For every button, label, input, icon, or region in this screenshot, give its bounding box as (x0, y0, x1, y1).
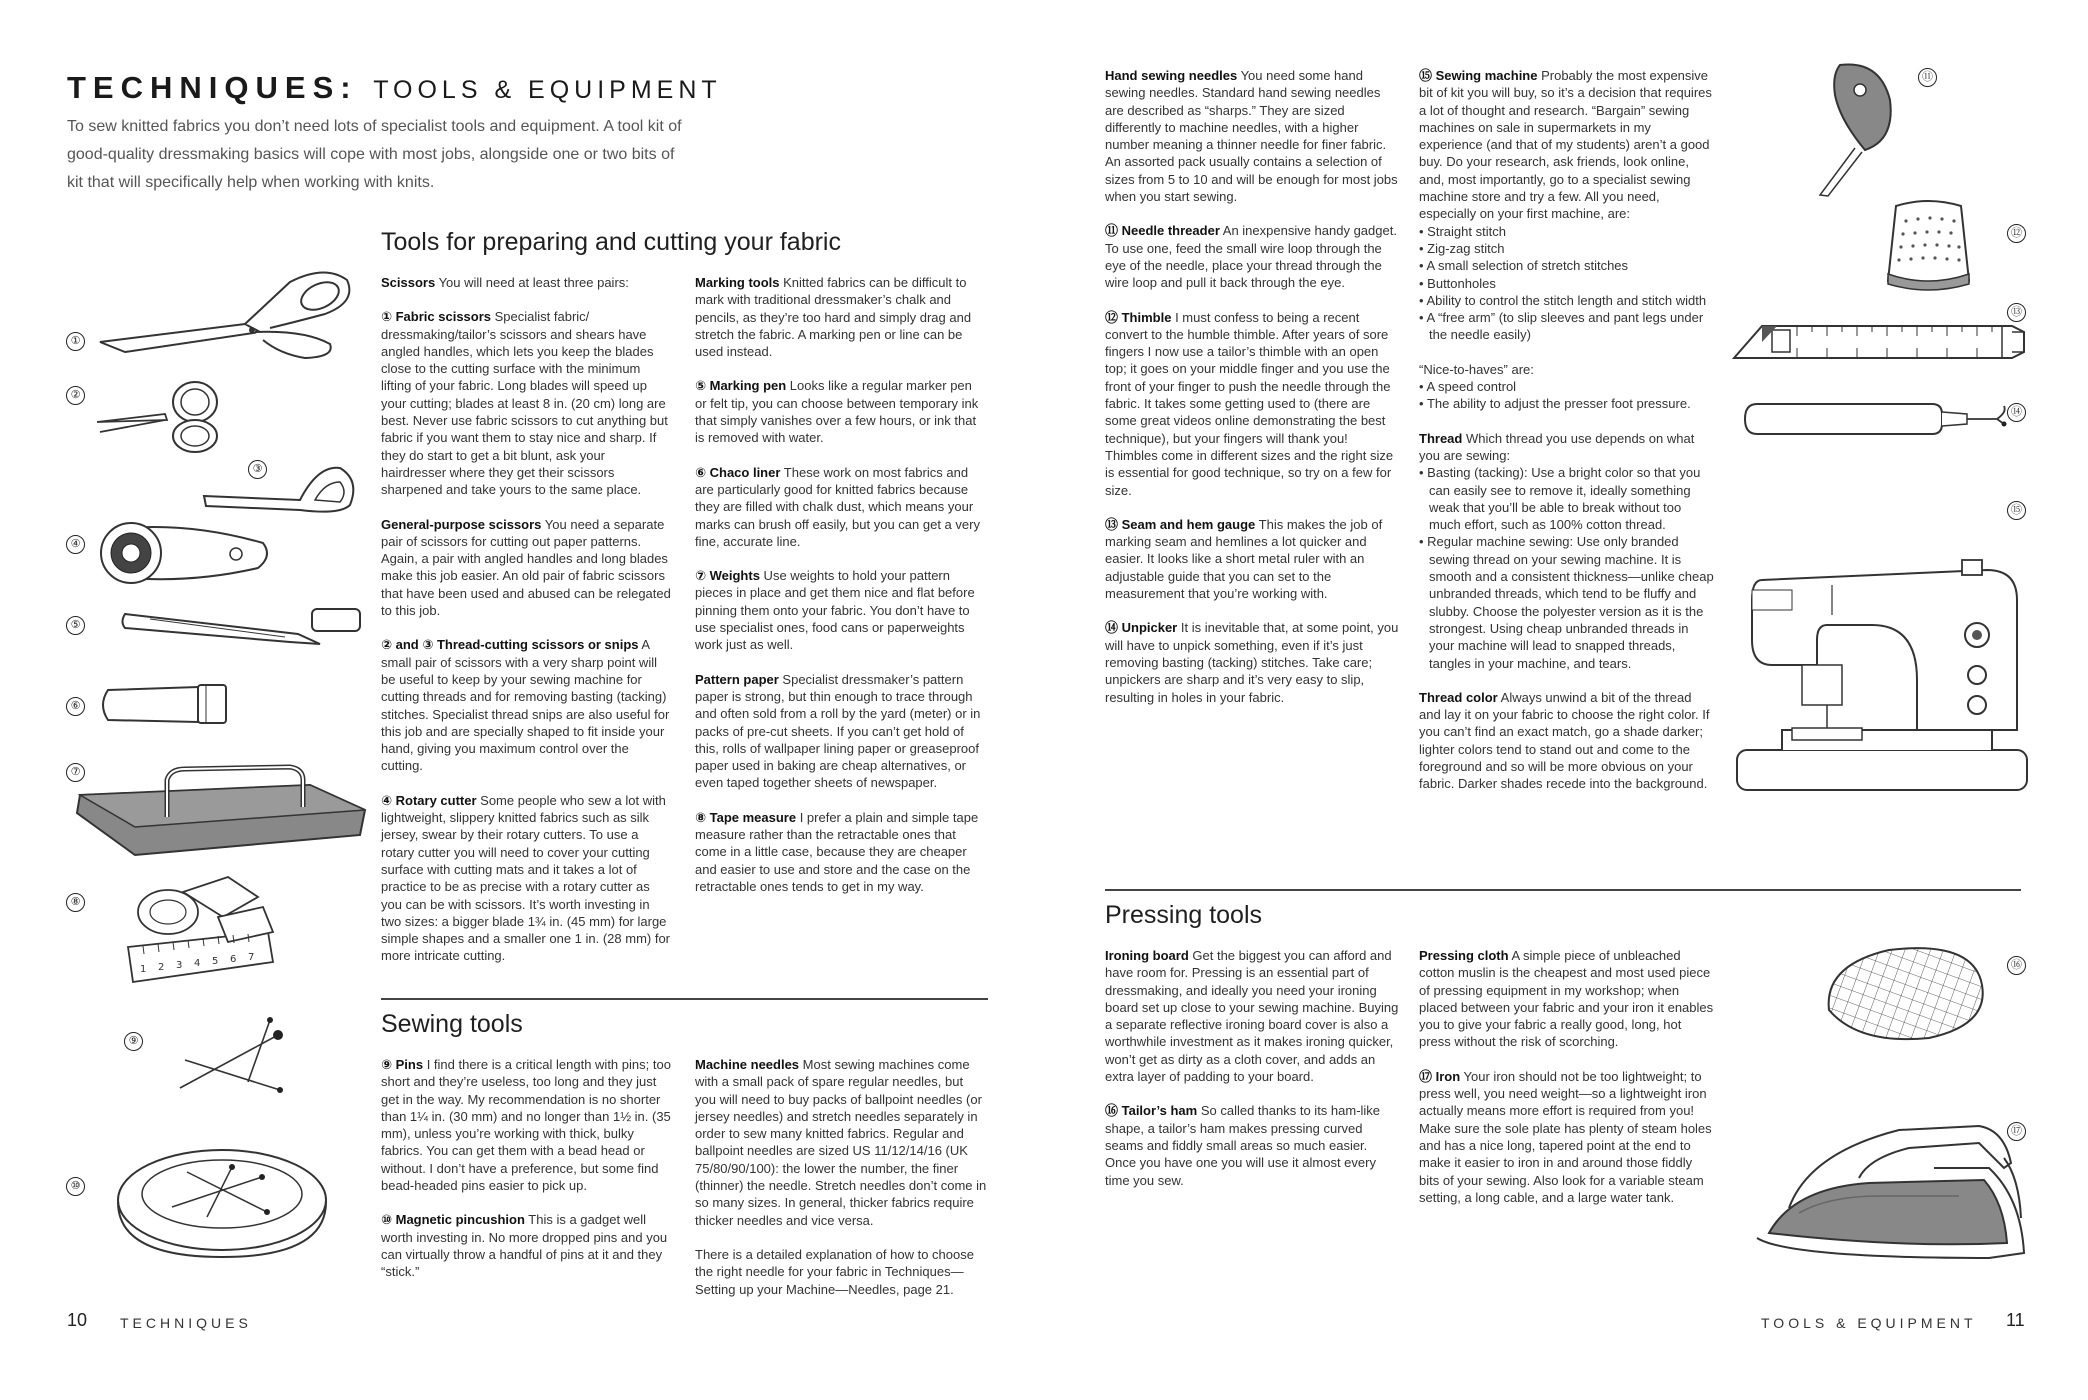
para-thread-snips: ② and ③ Thread-cutting scissors or snips A small pair of scissors with a very sharp point will be useful to keep by your sewing machine for cutting threads and for removing basting (tacking) stitches. Specialist thread snips are also useful for this job and are specially shaped to fit inside your hand, giving you maximum control over the cutting. (381, 637, 670, 774)
unpicker-icon (1742, 394, 2012, 444)
rotary-cutter-icon (98, 518, 273, 588)
illustration-number-4: ④ (66, 535, 85, 554)
illustration-number-16: ⑯ (2007, 956, 2026, 975)
para-needle-threader: ⑪ Needle threader An inexpensive handy gadget. To use one, feed the small wire loop through the eye of the needle, place your thread through the wire loop and pull it back through the eye. (1105, 223, 1397, 291)
fabric-scissors-icon (95, 262, 355, 362)
section-title-sewing: Sewing tools (381, 1010, 523, 1038)
para-sewing-machine: ⑮ Sewing machine Probably the most expensive bit of kit you will buy, so it’s a decision that requires a lot of thought and research. “Bargain” sewing machines on sale in supermarkets in my experience (and that of my students) aren’t a good buy. Do your research, ask friends, look online, and, most importantly, go to a specialist sewing machine store and try a few. All you need, especially on your first machine, are: (1419, 68, 1712, 222)
para-thread-color: Thread color Always unwind a bit of the thread and lay it on your fabric to choose the right color. If you can’t find an exact match, go a shade darker; lighter colors tend to stand out and come to the foreground and so will be more obvious on your fabric. Darker shades recede into the background. (1419, 689, 1710, 792)
para-pattern-paper: Pattern paper Specialist dressmaker’s pattern paper is strong, but thin enough to trace through and often sold from a roll by the yard (meter) or in packs of pre-cut sheets. If you can’t get hold of this, rolls of wallpaper lining paper or greaseproof paper used in baking are cheap alternatives, or even taped together sheets of newspaper. (695, 671, 981, 791)
illustration-number-9: ⑨ (124, 1032, 143, 1051)
right-page (1044, 0, 2088, 1400)
para-rotary-cutter: ④ Rotary cutter Some people who sew a lot with lightweight, slippery knitted fabrics such as silk jersey, swear by their rotary cutters. To use a rotary cutter you will need to cover your cutting surface with cutting mats and it takes a lot of practice to be as precise with a rotary cutter as you can be with scissors. It’s worth investing in two sizes: a bigger blade 1¾ in. (45 mm) for large simple shapes and a smaller one 1 in. (28 mm) for more intricate cutting. (381, 792, 671, 964)
pressing-column-2 (1419, 947, 1715, 1223)
para-thread: Thread Which thread you use depends on what you are sewing: (1419, 430, 1695, 463)
small-scissors-icon (95, 374, 225, 454)
needle-threader-icon (1810, 60, 1910, 200)
thread-snips-icon (200, 460, 365, 520)
svg-text:5: 5 (212, 956, 219, 967)
para-seam-gauge: ⑬ Seam and hem gauge This makes the job of marking seam and hemlines a lot quicker and easier. It looks like a short metal ruler with an adjustable guide that you can set to the measurement that you’re working with. (1105, 516, 1383, 602)
illustration-number-13: ⑬ (2007, 303, 2026, 322)
svg-text:4: 4 (194, 958, 201, 969)
para-general-scissors: General-purpose scissors You need a separate pair of scissors for cutting out paper patterns. Again, a pair with angled handles and long blades make this job easier. An old pair of fabric scissors that have been used and abused can be relegated to this job. (381, 516, 671, 619)
page-number-left: 10 (67, 1310, 88, 1330)
para-marking-pen: ⑤ Marking pen Looks like a regular marker pen or felt tip, you can choose between temporary ink that simply vanishes over a few hours, or ink that is removed with water. (695, 378, 979, 446)
marking-pen-icon (120, 604, 365, 654)
iron-icon (1749, 1108, 2029, 1268)
page-title: TECHNIQUES: TOOLS & EQUIPMENT (67, 70, 722, 105)
seam-gauge-icon (1732, 318, 2027, 368)
illustration-number-1: ① (66, 332, 85, 351)
illustration-number-12: ⑫ (2007, 224, 2026, 243)
sewing-column-2 (695, 1056, 987, 1315)
thimble-icon (1881, 196, 1976, 296)
list-item: • Ability to control the stitch length and stitch width (1419, 292, 1715, 309)
para-tape-measure: ⑧ Tape measure I prefer a plain and simple tape measure rather than the retractable ones that come in a little case, because they are cheaper and easier to use and store and the case on the retractable ones tends to get in my way. (695, 809, 979, 894)
chaco-liner-icon (98, 682, 233, 727)
para-chaco-liner: ⑥ Chaco liner These work on most fabrics and are particularly good for knitted fabrics because they are filled with chalk dust, which means your marks can brush off easily, but you can get a very fine, accurate line. (695, 464, 980, 549)
list-item: • A speed control (1419, 378, 1715, 395)
para-thimble: ⑫ Thimble I must confess to being a recent convert to the humble thimble. After years of sore fingers I now use a tailor’s thimble with an open top; it goes on your middle finger and you use the front of your finger to push the needle through the fabric. It takes some getting used to (there are some great videos online demonstrating the best technique), but your fingers will thank you! Thimbles come in different sizes and the right size is essential for good technique, so try on a few for size. (1105, 309, 1394, 498)
illustration-number-15: ⑮ (2007, 501, 2026, 520)
para-machine-needles: Machine needles Most sewing machines come with a small pack of spare regular needles, but you will need to buy packs of ballpoint needles (or jersey needles) and stretch needles separately in order to sew many knitted fabrics. Regular and ballpoint needles are sized US 11/12/14/16 (UK 75/80/90/100): the lower the number, the finer (thinner) the needle. Stretch needles don’t come in so many sizes. In general, thicker fabrics require thicker needles and vice versa. (695, 1057, 987, 1228)
magnetic-pincushion-icon (112, 1132, 332, 1262)
list-item: • A small selection of stretch stitches (1419, 257, 1715, 274)
list-item: • Regular machine sewing: Use only branded sewing thread on your sewing machine. It is smooth and a consistent thickness—unlike cheap unbranded threads, which tend to be fluffy and slubby. Choose the polyester version as it is the strongest. Using cheap unbranded threads in your machine will lead to snapped threads, tangles in your machine, and tears. (1419, 533, 1715, 671)
svg-text:6: 6 (230, 954, 237, 965)
svg-text:2: 2 (158, 962, 165, 973)
intro-paragraph: To sew knitted fabrics you don’t need lots of specialist tools and equipment. A tool kit of good-quality dressmaking basics will cope with most jobs, alongside one or two bits of kit that will specifically help when working with knits. (67, 118, 682, 191)
illustration-number-10: ⑩ (66, 1177, 85, 1196)
section-divider (381, 998, 988, 1000)
illustration-number-3: ③ (248, 460, 267, 479)
list-item: • A “free arm” (to slip sleeves and pant legs under the needle easily) (1419, 309, 1715, 344)
section-title-cutting: Tools for preparing and cutting your fabric (381, 228, 841, 256)
para-unpicker: ⑭ Unpicker It is inevitable that, at some point, you will have to unpick something, even if it’s just removing basting (tacking) stitches. Take care; unpickers are sharp and it’s very easy to slip, resulting in holes in your fabric. (1105, 620, 1399, 705)
sewing-machine-icon (1732, 530, 2037, 800)
pressing-column-1 (1105, 947, 1401, 1206)
nice-to-haves-list (1419, 378, 1715, 413)
pattern-weight-icon (75, 755, 370, 865)
section-divider (1105, 889, 2021, 891)
nice-to-haves-label: “Nice-to-haves” are: (1419, 361, 1534, 377)
tailors-ham-icon (1819, 940, 1989, 1045)
list-item: • Basting (tacking): Use a bright color so that you can easily see to remove it, ideally something weak that you’ll be able to break without too much effort, such as 100% cotton thread. (1419, 464, 1715, 533)
para-iron: ⑰ Iron Your iron should not be too lightweight; to press well, you need weight—so a lightweight iron actually means more effort is required from you! Make sure the sole plate has plenty of steam holes and has a nice long, tapered point at the end to make it easier to iron in and around those fiddly bits of your sewing. Also look for a variable steam setting, a long cable, and a large water tank. (1419, 1068, 1712, 1205)
svg-text:1: 1 (140, 964, 147, 975)
cutting-column-2 (695, 274, 987, 912)
para-marking-tools: Marking tools Knitted fabrics can be difficult to mark with traditional dressmaker’s chalk and pencils, as they’re too hard and simply drag and stretch the fabric. A marking pen or line can be used instead. (695, 275, 972, 360)
para-scissors: Scissors You will need at least three pairs: (381, 275, 629, 290)
para-fabric-scissors: ① Fabric scissors Specialist fabric/ dressmaking/tailor’s scissors and shears have angled handles, which lets you keep the blades close to the cutting surface with the minimum lifting of your fabric. Long blades will speed up your cutting; blades at least 8 in. (20 cm) long are best. Never use fabric scissors to cut anything but fabric if you want them to stay nice and sharp. If they do start to get a bit blunt, ask your hairdresser where they get their scissors sharpened and take yours to the same place. (381, 309, 668, 498)
svg-text:7: 7 (248, 952, 255, 963)
para-pins: ⑨ Pins I find there is a critical length with pins; too short and they’re useless, too long and they just get in the way. My recommendation is no shorter than 1¼ in. (30 mm) and no longer than 1½ in. (35 mm), unless you’re working with thick, bulky fabrics. You can get them with a bead head or without. I don’t have a preference, but some find bead-headed pins easier to pick up. (381, 1057, 671, 1194)
list-item: • Buttonholes (1419, 275, 1715, 292)
para-weights: ⑦ Weights Use weights to hold your pattern pieces in place and get them nice and flat before pinning them onto your fabric. You don’t have to use specialist ones, food cans or paperweights work just as well. (695, 568, 975, 653)
illustration-number-8: ⑧ (66, 893, 85, 912)
para-pincushion: ⑩ Magnetic pincushion This is a gadget well worth investing in. No more dropped pins and you can virtually throw a handful of pins at it and they “stick.” (381, 1212, 668, 1280)
list-item: • Straight stitch (1419, 223, 1715, 240)
para-tailors-ham: ⑯ Tailor’s ham So called thanks to its ham-like shape, a tailor’s ham makes pressing curved seams and fiddly small areas so much easier. Once you have one you will use it almost every time you sew. (1105, 1103, 1381, 1188)
para-needle-reference: There is a detailed explanation of how to choose the right needle for your fabric in Techniques—Setting up your Machine—Needles, page 21. (695, 1246, 974, 1297)
right-column-1 (1105, 67, 1401, 723)
illustration-number-2: ② (66, 386, 85, 405)
thread-list (1419, 464, 1715, 672)
illustration-number-14: ⑭ (2007, 403, 2026, 422)
para-pressing-cloth: Pressing cloth A simple piece of unbleached cotton muslin is the cheapest and most used piece of pressing equipment in my workshop; when placed between your fabric and your iron it enables you to give your fabric a really good, long, hot press without the risk of scorching. (1419, 948, 1714, 1050)
para-hand-needles: Hand sewing needles You need some hand sewing needles. Standard hand sewing needles are described as “sharps.” They are sized differently to machine needles, with a higher number meaning a thinner needle for finer fabric. An assorted pack usually contains a selection of sizes from 5 to 10 and will be enough for most jobs when you start sewing. (1105, 68, 1398, 205)
para-ironing-board: Ironing board Get the biggest you can afford and have room for. Pressing is an essential part of dressmaking, and ideally you need your ironing board set up close to your sewing machine. Buying a separate reflective ironing board cover is also a worthwhile investment as it makes ironing quicker, won’t get as dirty as a cloth cover, and adds an extra layer of padding to your board. (1105, 948, 1399, 1085)
illustration-number-6: ⑥ (66, 697, 85, 716)
illustration-number-17: ⑰ (2007, 1122, 2026, 1141)
illustration-number-5: ⑤ (66, 616, 85, 635)
sewing-column-1 (381, 1056, 673, 1298)
page-number-right: 11 (2006, 1310, 2025, 1330)
machine-needs-list (1419, 223, 1715, 344)
list-item: • The ability to adjust the presser foot pressure. (1419, 395, 1715, 412)
section-title-pressing: Pressing tools (1105, 901, 1263, 929)
running-footer-left: TECHNIQUES (120, 1315, 252, 1331)
svg-text:3: 3 (176, 960, 183, 971)
tape-measure-icon (118, 872, 283, 987)
list-item: • Zig-zag stitch (1419, 240, 1715, 257)
pins-icon (170, 1010, 290, 1095)
illustration-number-11: ⑪ (1918, 68, 1937, 87)
running-footer-right: TOOLS & EQUIPMENT (1761, 1315, 1977, 1331)
illustration-number-7: ⑦ (66, 763, 85, 782)
cutting-column-1 (381, 274, 673, 982)
right-column-2 (1419, 67, 1715, 810)
